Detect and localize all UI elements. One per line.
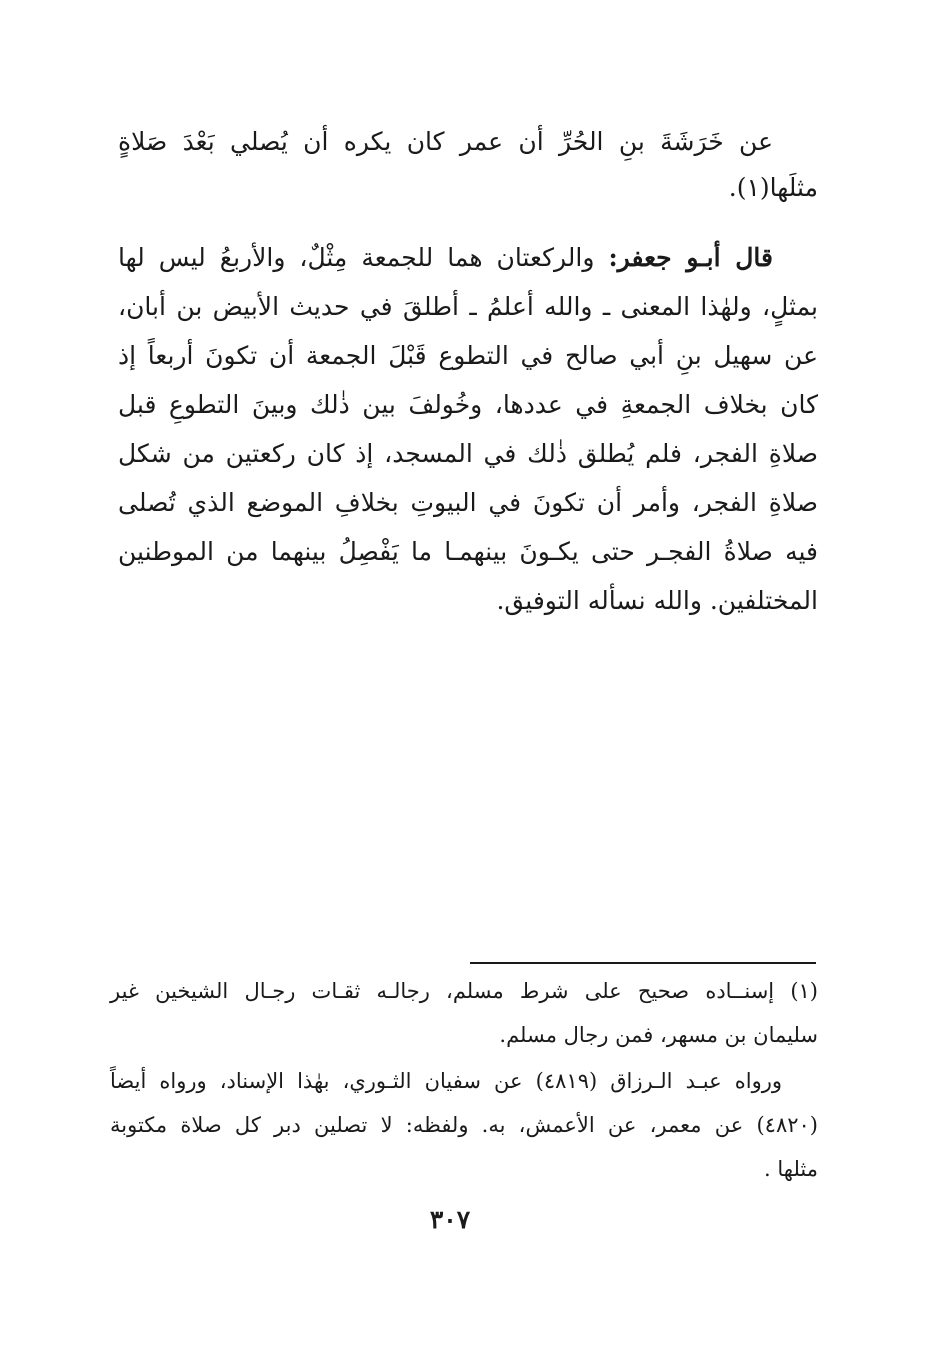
commentary-line-4: كان بخلاف الجمعةِ في عددها، وخُولفَ بين ذٰلك وبينَ التطوعِ قبل: [118, 390, 818, 419]
commentary-line-6: صلاةِ الفجر، وأمر أن تكونَ في البيوتِ بخلافِ الموضع الذي تُصلى: [118, 488, 818, 517]
page-number: ٣٠٧: [429, 1205, 471, 1234]
opening-line-2: مثلَها(١).: [728, 173, 818, 202]
footnote-line-4: (٤٨٢٠) عن معمر، عن الأعمش، به. ولفظه: لا تصلين دبر كل صلاة مكتوبة: [110, 1113, 818, 1137]
commentary-line-7: فيه صلاةُ الفجـر حتى يكـونَ بينهمـا ما يَفْصِلُ بينهما من الموطنين: [118, 537, 818, 566]
footnote-line-3: ورواه عبـد الـرزاق (٤٨١٩) عن سفيان الثـوري، بهٰذا الإسناد، ورواه أيضاً: [110, 1069, 782, 1093]
footnote-line-1: (١) إسنــاده صحيح على شرط مسلم، رجالـه ثقـات رجـال الشيخين غير: [110, 979, 818, 1003]
footnote-line-2: سليمان بن مسهر، فمن رجال مسلم.: [499, 1023, 818, 1047]
footnote-line-5: مثلها .: [764, 1157, 818, 1181]
footnote-separator: [470, 962, 816, 964]
opening-line-1: عن خَرَشَةَ بنِ الحُرِّ أن عمر كان يكره أن يُصلي بَعْدَ صَلاةٍ: [118, 127, 773, 156]
commentary-line-1-text: والركعتان هما للجمعة مِثْلٌ، والأربعُ ليس لها: [118, 243, 595, 272]
commentary-line-2: بمثلٍ، ولهٰذا المعنى ـ والله أعلمُ ـ أطلقَ في حديث الأبيض بن أبان،: [118, 292, 818, 321]
speaker-label: قال أبـو جعفر:: [608, 243, 774, 272]
commentary-line-5: صلاةِ الفجر، فلم يُطلق ذٰلك في المسجد، إذ كان ركعتين من شكل: [118, 439, 818, 468]
commentary-line-3: عن سهيل بنِ أبي صالح في التطوع قَبْلَ الجمعة أن تكونَ أربعاً إذ: [118, 341, 818, 370]
commentary-line-1: [118, 238, 773, 278]
commentary-line-8: المختلفين. والله نسأله التوفيق.: [496, 586, 818, 615]
